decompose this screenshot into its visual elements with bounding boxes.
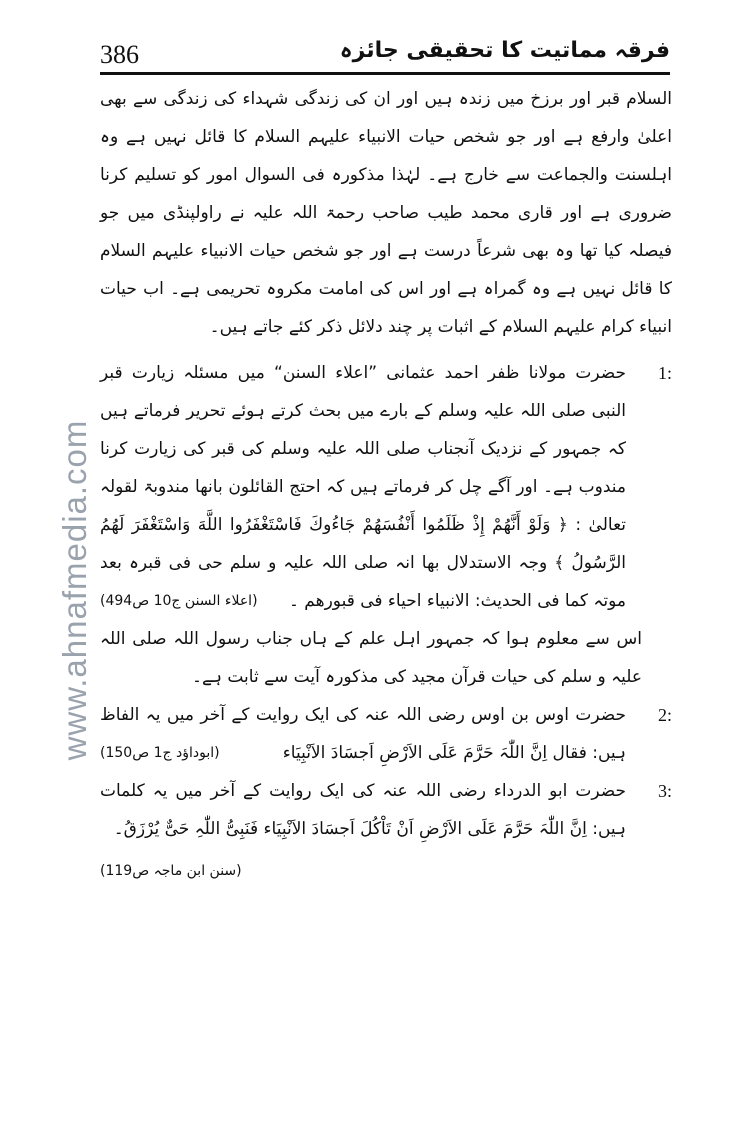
quran-verse: ﴿ وَلَوْ أَنَّهُمْ إِذْ ظَلَمُوا أَنْفُسَهُمْ جَاءُوكَ فَاسْتَغْفَرُوا اللَّهَ وَاسْتَغْفَرَ لَهُمُ الرَّسُولُ ﴾ [100, 515, 627, 573]
item-text: حضرت اوس بن اوس رضی اللہ عنہ کی ایک روایت کے آخر میں یہ الفاظ ہیں: [100, 705, 626, 763]
watermark-text: www.ahnafmedia.com [56, 419, 93, 761]
page-header [100, 36, 670, 74]
citation: (ابوداؤد ج1 ص150) [100, 745, 220, 761]
note-paragraph: اس سے معلوم ہوا کہ جمہور اہل علم کے ہاں جناب رسول اللہ صلی اللہ علیہ و سلم کی حیات قرآن مجید کی مذکورہ آیت سے ثابت ہے۔ [100, 629, 642, 687]
header-rule [100, 72, 670, 75]
evidence-item-3 [100, 772, 672, 848]
hadith-text: فقال اِنَّ اللّٰہَ حَرَّمَ عَلَی الاَرْضِ اَجسَادَ الاَنْبِیَاء [282, 743, 587, 763]
citation: (اعلاء السنن ج10 ص494) [100, 593, 258, 609]
hadith-text: اِنَّ اللّٰہَ حَرَّمَ عَلَی الاَرْضِ اَنْ تَاْکُلَ اَجسَادَ الاَنْبِیَاء فَنَبِیُّ اللّٰہِ حَیٌّ یُرْزَقُ۔ [113, 819, 587, 839]
evidence-item-1 [100, 354, 672, 620]
page-number: 386 [100, 40, 139, 69]
item-text: حضرت ابو الدرداء رضی اللہ عنہ کی ایک روایت کے آخر میں یہ کلمات ہیں: [100, 781, 626, 839]
evidence-item-2 [100, 696, 672, 772]
book-title: فرقہ مماتیت کا تحقیقی جائزہ [339, 38, 670, 63]
intro-paragraph: السلام قبر اور برزخ میں زندہ ہیں اور ان کی زندگی شہداء کی زندگی سے بھی اعلیٰ وارفع ہے اور جو شخص حیات الانبیاء علیہم السلام کا قائل نہیں ہے وہ اہلسنت والجماعت سے خارج ہے۔ لہٰذا مذکورہ فی السوال امور کو تسلیم کرنا ضروری ہے اور قاری محمد طیب صاحب رحمۃ اللہ علیہ نے راولپنڈی میں جو فیصلہ کیا تھا وہ بھی شرعاً درست ہے اور جو شخص حیات الانبیاء علیہم السلام کا قائل نہیں ہے وہ گمراہ ہے اور اس کی امامت مکروہ تحریمی ہے۔ اب حیات انبیاء کرام علیہم السلام کے اثبات پر چند دلائل ذکر کئے جاتے ہیں۔ [100, 89, 672, 337]
item-text: حضرت مولانا ظفر احمد عثمانی ”اعلاء السنن“ میں مسئلہ زیارت قبر النبی صلی اللہ علیہ وسلم کے بارے میں بحث کرتے ہوئے تحریر فرماتے ہیں کہ جمہور کے نزدیک آنجناب صلی اللہ علیہ وسلم کی قبر کی زیارت کرنا مندوب ہے۔ اور آگے چل کر فرماتے ہیں کہ احتج القائلون بانھا مندوبۃ لقولہ تعالیٰ : [100, 363, 626, 535]
item-number: 3: [657, 781, 672, 801]
item-number: 2: [657, 705, 672, 725]
page-body [100, 80, 672, 1080]
citation: (سنن ابن ماجہ ص119) [100, 863, 242, 879]
item-text-after: وجہ الاستدلال بھا انہ صلی اللہ علیہ و سلم حی فی قبرہ بعد موتہ کما فی الحدیث: الانبیاء احیاء فی قبورھم ۔ [100, 553, 626, 611]
item-number: 1: [657, 363, 672, 383]
